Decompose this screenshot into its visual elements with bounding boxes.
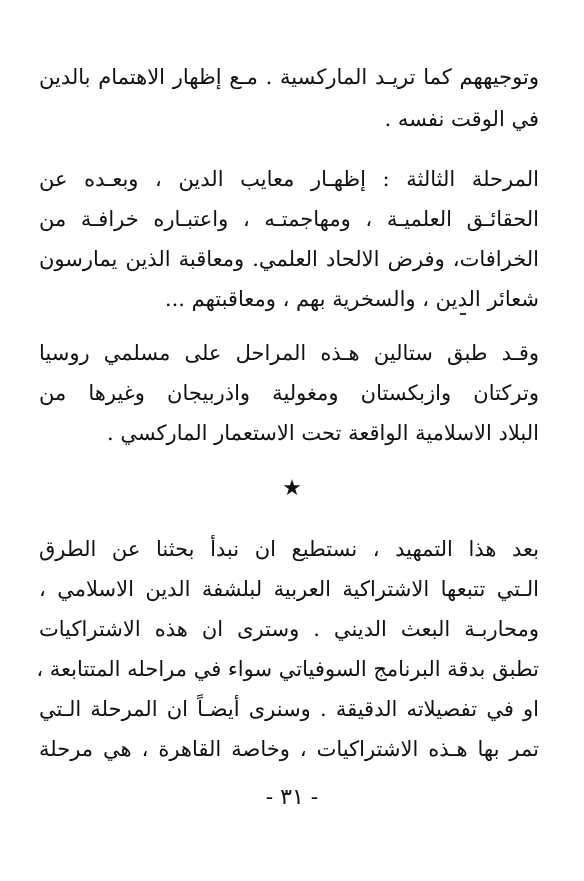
text-line: البلاد الاسلامية الواقعة تحت الاستعمار الماركسي . (106, 421, 539, 445)
text-line: الخرافات، وفرض الالحاد العلمي. ومعاقبة الذين يمارسون (39, 247, 539, 271)
text-line: المرحلة الثالثة : إظهـار معايب الدين ، وبعـده عن (39, 167, 539, 191)
text-line: في الوقت نفسه . (384, 107, 539, 131)
text-line: وتوجيههم كما تريـد الماركسية . مـع إظهار الاهتمام بالدين (39, 65, 539, 89)
text-line: تطبق بدقة البرنامج السوفياتي سواء في مراحله المتتابعة ، (36, 657, 539, 681)
ink-mark (460, 313, 466, 315)
text-line: او في تفصيلاته الدقيقة . وسنرى أيضـاً ان المرحلة الـتي (39, 697, 539, 721)
text-line: وتركتان وازبكستان ومغولية واذربيجان وغيرها من (39, 381, 539, 405)
text-line: شعائر الدين ، والسخرية بهم ، ومعاقبتهم ... (164, 287, 539, 311)
page-number: - ٣١ - (265, 785, 319, 810)
text-line: ومحاربـة البعث الديني . وسترى ان هذه الاشتراكيات (39, 617, 539, 641)
star-separator: ★ (282, 476, 302, 501)
text-line: بعد هذا التمهيد ، نستطيع ان نبدأ بحثنا عن الطرق (39, 537, 539, 561)
text-line: وقـد طبق ستالين هـذه المراحل على مسلمي روسيا (39, 341, 539, 365)
text-line: الـتي تتبعها الاشتراكية العربية لبلشفة الدين الاسلامي ، (39, 577, 539, 601)
text-line: تمر بها هـذه الاشتراكيات ، وخاصة القاهرة ، هي مرحلة (39, 737, 539, 761)
text-line: الحقائـق العلميـة ، ومهاجمتـه ، واعتبـاره خرافـة من (39, 207, 539, 231)
